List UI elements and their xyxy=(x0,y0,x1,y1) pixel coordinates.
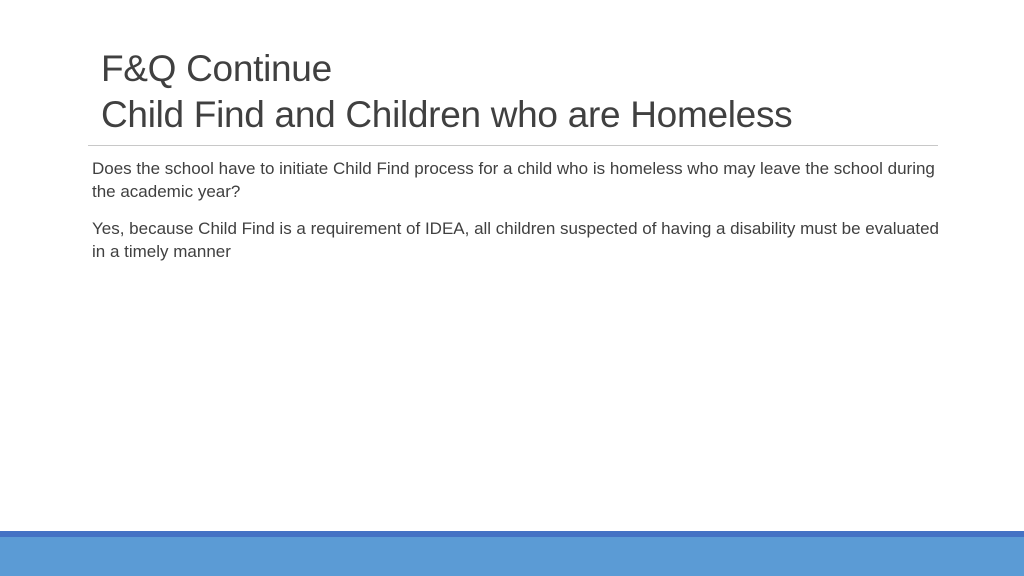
question-paragraph: Does the school have to initiate Child Find process for a child who is homeless who may leave the school during the academic year? xyxy=(92,159,935,201)
slide-body xyxy=(92,157,942,277)
title-line-2: Child Find and Children who are Homeless xyxy=(101,94,793,135)
answer-paragraph: Yes, because Child Find is a requirement of IDEA, all children suspected of having a disability must be evaluated in a timely manner xyxy=(92,219,940,261)
title-line-1: F&Q Continue xyxy=(101,48,332,89)
slide-title xyxy=(101,46,961,138)
footer-bar xyxy=(0,537,1024,576)
title-divider xyxy=(88,145,938,146)
